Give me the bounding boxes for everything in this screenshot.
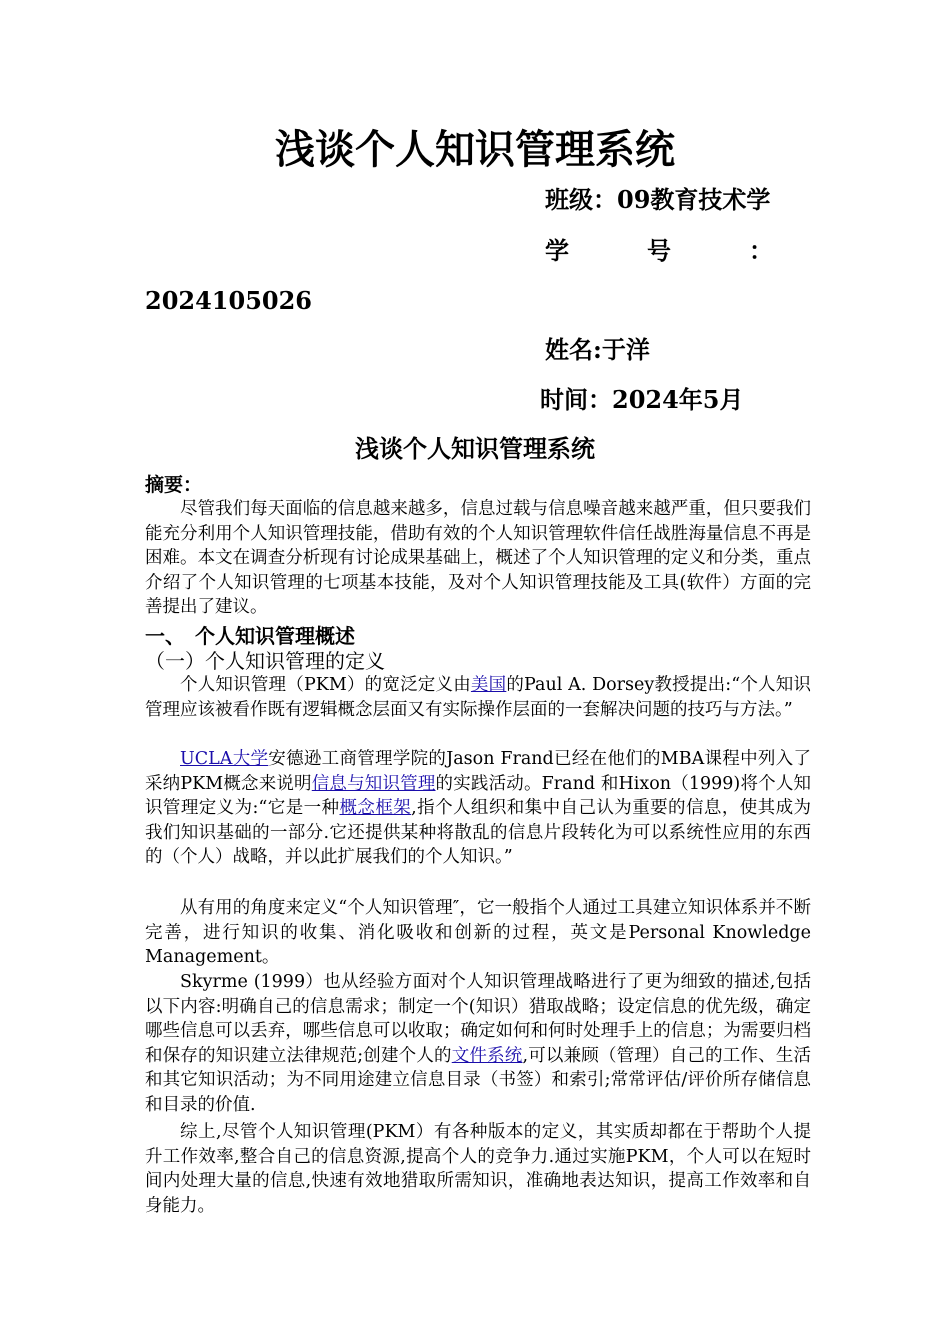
document-title: 浅谈个人知识管理系统 [275,126,675,173]
subtitle: 浅谈个人知识管理系统 [355,434,595,463]
p4-text-after: ,可以兼顾（管理）自己的工作、生活和其它知识活动；为不同用途建立信息目录（书签）和索引;常常评估/评价所存储信息和目录的价值. [145,1045,812,1115]
paragraph-skyrme [145,970,811,1118]
p2-text-1: 安德逊工商管理学院的Jason Frand已经在他们的MBA课程中列入了采纳PKM概念来说明 [145,749,811,794]
class-label: 班级：09教育技术学 [545,185,771,214]
link-info-knowledge-mgmt[interactable]: 信息与知识管理 [311,773,436,794]
paragraph-useful-definition: 从有用的角度来定义“个人知识管理″，它一般指个人通过工具建立知识体系并不断完善，进行知识的收集、消化吸收和创新的过程，英文是Personal Knowledge Management。 [145,898,811,968]
section1-1-heading: （一）个人知识管理的定义 [145,649,385,673]
p4-text-before: Skyrme (1999）也从经验方面对个人知识管理战略进行了更为细致的描述,包括以下内容:明确自己的信息需求；制定一个(知识）猎取战略；设定信息的优先级，确定哪些信息可以丢弃，哪些信息可以收取；确定如何和何时处理手上的信息；为需要归档和保存的知识建立法律规范;创建个人的 [145,972,811,1066]
link-ucla[interactable]: UCLA大学 [180,749,269,769]
paragraph-summary: 综上,尽管个人知识管理(PKM）有各种版本的定义，其实质却都在于帮助个人提升工作效率,整合自己的信息资源,提高个人的竞争力.通过实施PKM，个人可以在短时间内处理大量的信息,快速有效地猎取所需知识，准确地表达知识，提高工作效率和自身能力。 [145,1122,811,1216]
time-label: 时间：2024年5月 [540,385,744,414]
paragraph-definition-dorsey [145,673,811,722]
p1-text-before: 个人知识管理（PKM）的宽泛定义由 [180,675,471,695]
section1-heading: 一、 个人知识管理概述 [145,624,355,648]
abstract-heading: 摘要： [145,474,203,496]
p2-text-3: ,指个人组织和集中自己认为重要的信息，使其成为我们知识基础的一部分.它还提供某种将散乱的信息片段转化为可以系统性应用的东西的（个人）战略，并以此扩展我们的个人知识。” [145,798,812,868]
p1-text-after: 的Paul A. Dorsey教授提出:“个人知识管理应该被看作既有逻辑概念层面又有实际操作层面的一套解决问题的技巧与方法。” [145,675,811,720]
student-id-value: 2024105026 [145,286,312,315]
p2-text-2: 的实践活动。Frand 和Hixon（1999)将个人知识管理定义为:“它是一种 [145,773,812,819]
student-id-label: 学 号 ： [545,236,783,265]
abstract-paragraph: 尽管我们每天面临的信息越来越多，信息过载与信息噪音越来越严重，但只要我们能充分利用个人知识管理技能，借助有效的个人知识管理软件信任战胜海量信息不再是困难。本文在调查分析现有讨论成果基础上，概述了个人知识管理的定义和分类，重点介绍了个人知识管理的七项基本技能，及对个人知识管理技能及工具(软件）方面的完善提出了建议。 [145,499,811,618]
name-label: 姓名:于洋 [545,335,650,364]
link-file-system[interactable]: 文件系统 [451,1045,523,1066]
link-usa[interactable]: 美国 [470,675,507,695]
paragraph-definition-frand [145,747,811,870]
link-concept-framework[interactable]: 概念框架 [339,798,412,819]
